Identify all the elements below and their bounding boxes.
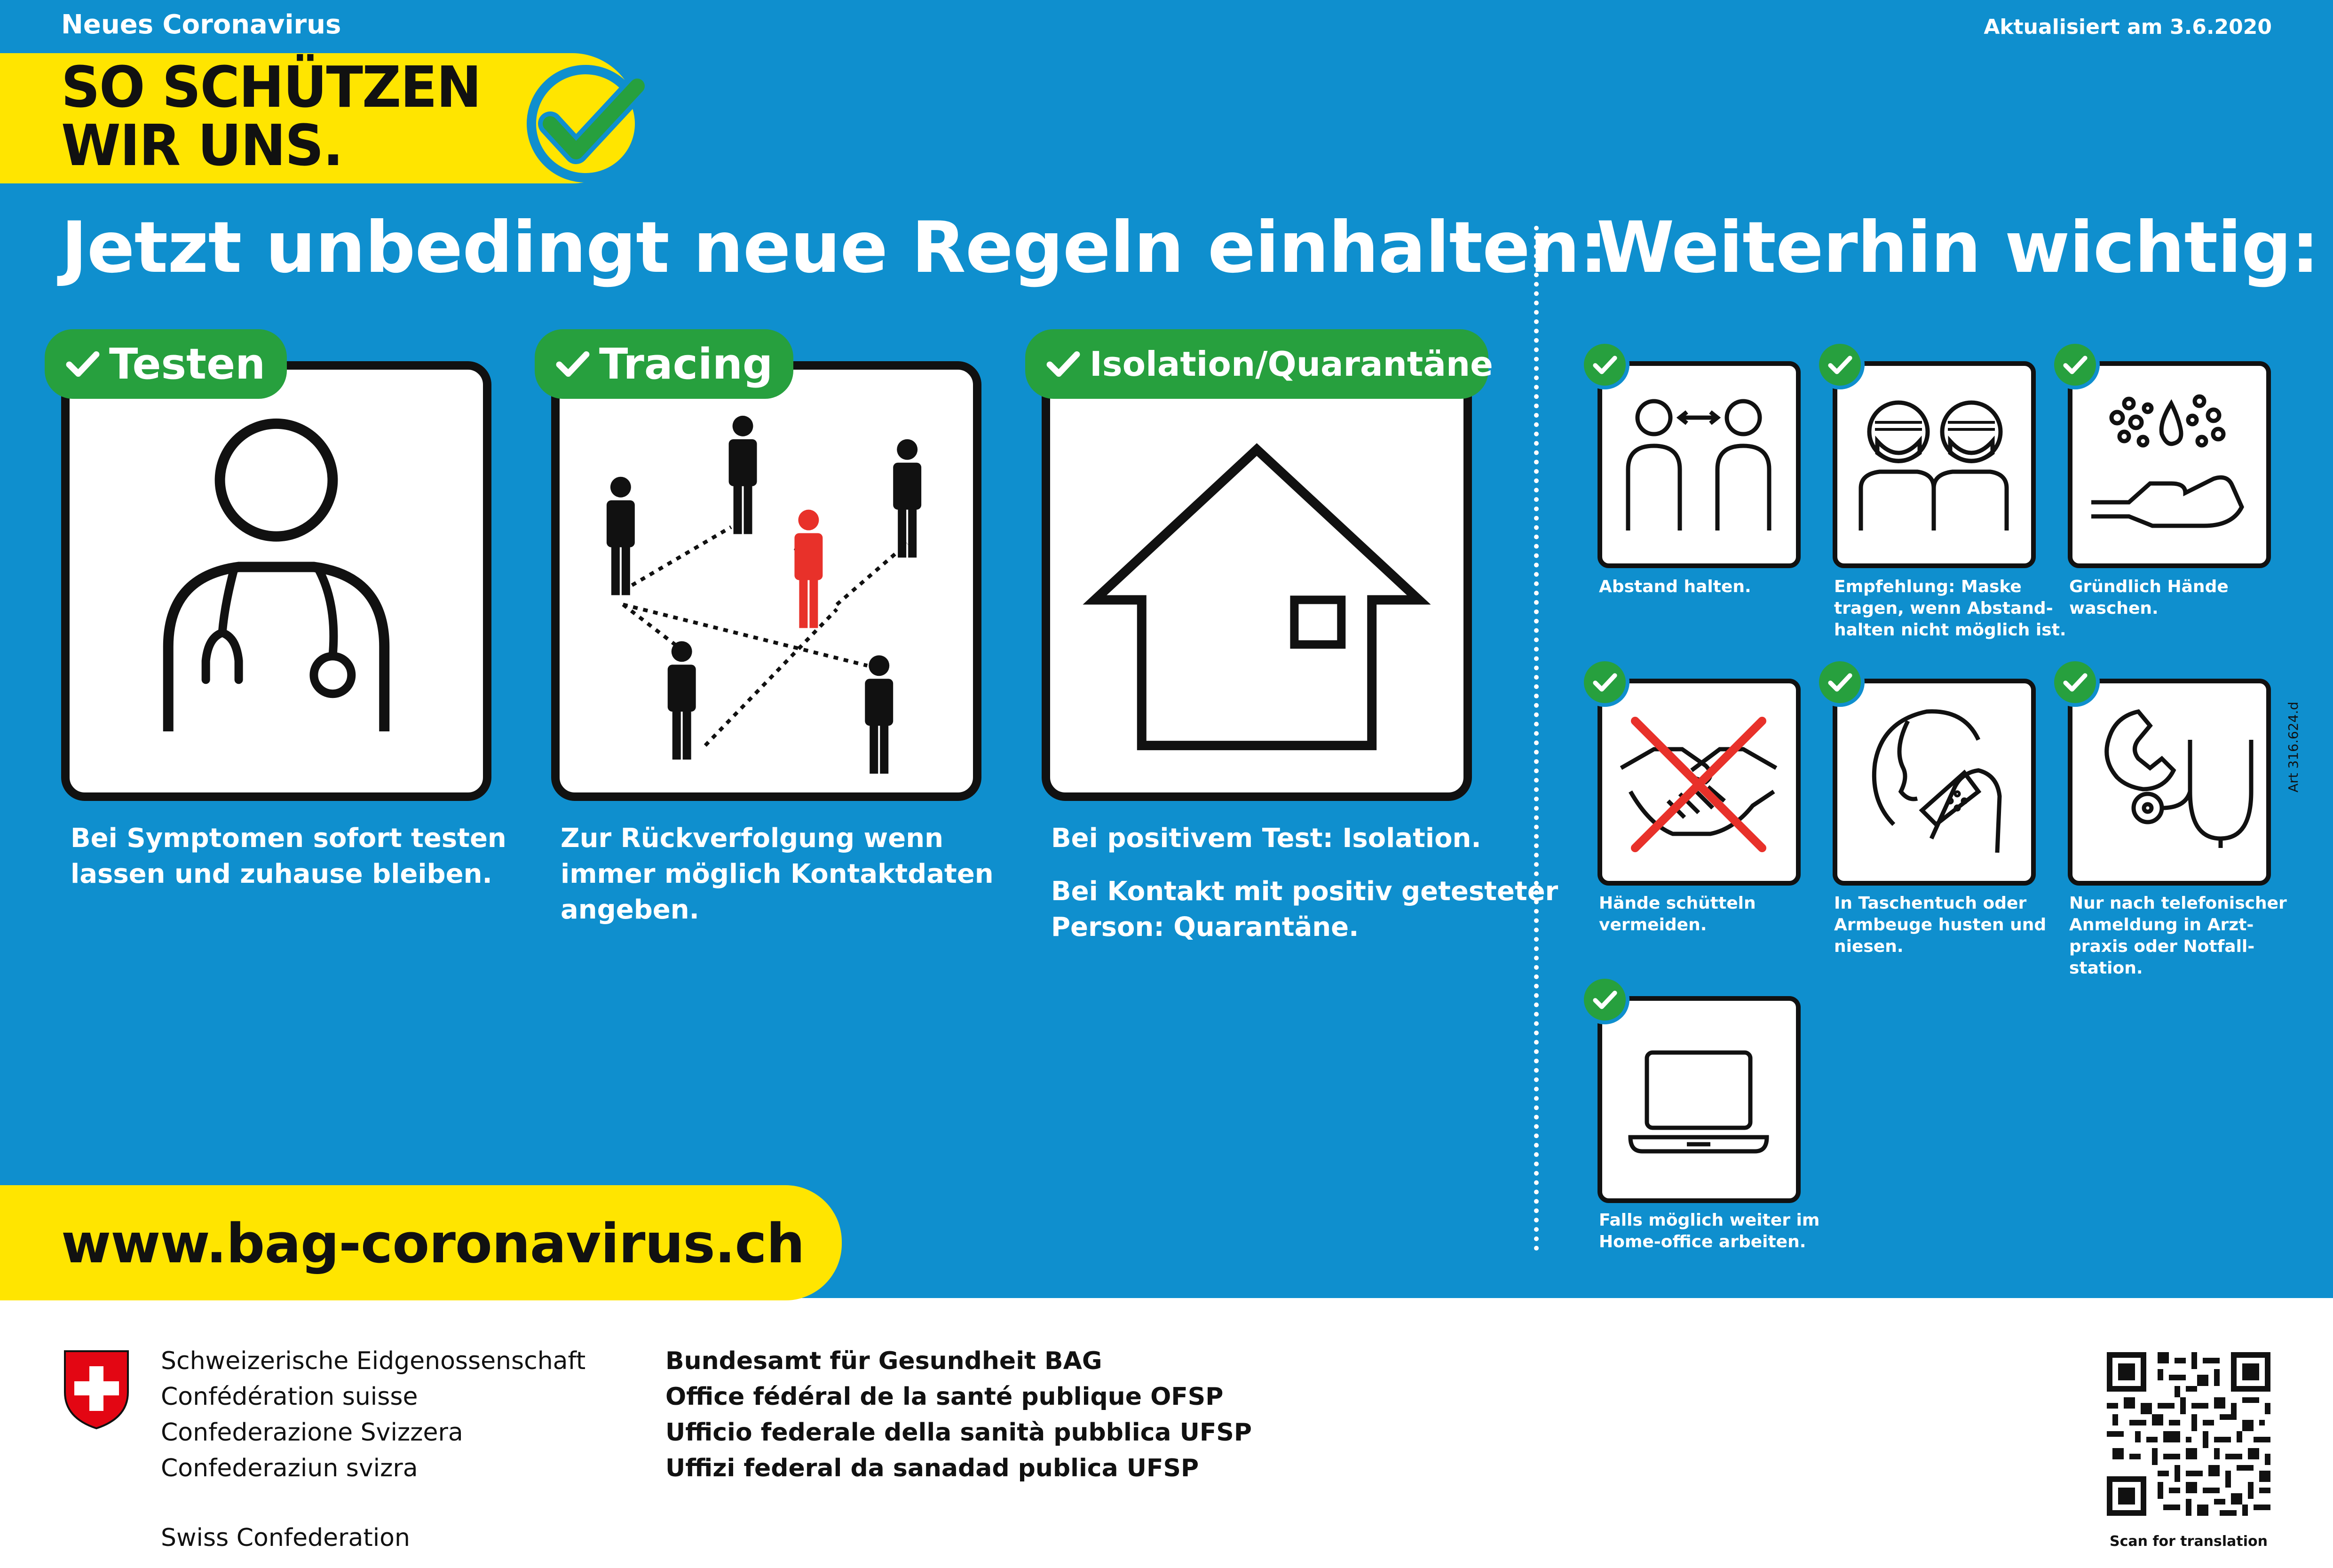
- homeoffice-card: [1598, 996, 1801, 1203]
- confederation-line: Confederazione Svizzera: [161, 1418, 463, 1447]
- caption-line: Zur Rückverfolgung wenn: [561, 823, 943, 854]
- check-icon: [1580, 340, 1629, 389]
- quarantine-caption: [1051, 874, 1558, 945]
- slogan: [61, 54, 481, 179]
- testen-label-text: Testen: [109, 339, 266, 389]
- doctor-stethoscope-icon: [70, 370, 483, 792]
- phone-stethoscope-icon: [2072, 683, 2266, 881]
- caption-line: Falls möglich weiter im: [1599, 1211, 1820, 1230]
- testen-caption: [71, 821, 506, 892]
- qr-code-icon[interactable]: [2107, 1352, 2270, 1516]
- homeoffice-caption: [1599, 1210, 1819, 1253]
- right-heading: Weiterhin wichtig:: [1597, 207, 2319, 289]
- phone-card: [2068, 679, 2271, 886]
- confederation-line: Confédération suisse: [161, 1383, 418, 1411]
- caption-line: praxis oder Notfall-: [2069, 937, 2255, 956]
- caption-line: angeben.: [561, 895, 699, 925]
- check-icon: [1046, 350, 1080, 378]
- check-icon: [1580, 657, 1629, 707]
- confederation-line: Schweizerische Eidgenossenschaft: [161, 1347, 586, 1375]
- swiss-coat-of-arms-icon: [61, 1347, 132, 1431]
- hand-washing-icon: [2072, 366, 2266, 563]
- caption-line: tragen, wenn Abstand-: [1834, 599, 2053, 618]
- check-icon: [556, 350, 590, 378]
- caption-line: Bei Kontakt mit positiv getesteter: [1051, 876, 1558, 907]
- swiss-confederation-label: Swiss Confederation: [161, 1524, 410, 1552]
- check-icon: [2050, 657, 2100, 707]
- house-icon: [1050, 370, 1463, 792]
- phone-caption: [2069, 893, 2287, 979]
- no-handshake-icon: [1602, 683, 1796, 881]
- handshake-card: [1598, 679, 1801, 886]
- article-number: Art 316.624.d: [2286, 701, 2301, 792]
- caption-line: Abstand halten.: [1599, 577, 1751, 596]
- left-heading: Jetzt unbedingt neue Regeln einhalten:: [61, 207, 1607, 289]
- section-divider: [1534, 226, 1539, 1251]
- caption-line: immer möglich Kontaktdaten: [561, 859, 994, 889]
- cough-into-elbow-icon: [1837, 683, 2031, 881]
- mask-card: [1833, 361, 2036, 568]
- distance-caption: [1599, 576, 1751, 598]
- confederation-line: Confederaziun svizra: [161, 1454, 418, 1482]
- wash-caption: [2069, 576, 2229, 619]
- qr-caption: Scan for translation: [2109, 1533, 2268, 1550]
- caption-line: Nur nach telefonischer: [2069, 894, 2287, 913]
- testen-label: [45, 329, 287, 399]
- office-line: Uffizi federal da sanadad publica UFSP: [665, 1454, 1199, 1482]
- slogan-check-icon: [524, 60, 649, 185]
- tracing-card: [551, 361, 981, 801]
- keep-distance-icon: [1602, 366, 1796, 563]
- isolation-label: [1025, 329, 1493, 399]
- tracing-label-text: Tracing: [599, 339, 773, 389]
- check-icon: [1580, 975, 1629, 1024]
- website-link[interactable]: www.bag-coronavirus.ch: [61, 1212, 805, 1275]
- confederation-names: [161, 1343, 585, 1486]
- mask-caption: [1834, 576, 2066, 641]
- laptop-icon: [1602, 1001, 1796, 1198]
- isolation-label-text: Isolation/Quarantäne: [1090, 344, 1493, 384]
- check-icon: [1815, 657, 1865, 707]
- cough-caption: [1834, 893, 2046, 958]
- caption-line: vermeiden.: [1599, 915, 1707, 934]
- caption-line: niesen.: [1834, 937, 1904, 956]
- tracing-label: [535, 329, 793, 399]
- topic-label: Neues Coronavirus: [61, 9, 341, 40]
- caption-line: lassen und zuhause bleiben.: [71, 859, 492, 889]
- handshake-caption: [1599, 893, 1756, 936]
- slogan-line-2: WIR UNS.: [61, 112, 343, 179]
- caption-line: Bei positivem Test: Isolation.: [1051, 823, 1481, 854]
- isolation-card: [1042, 361, 1472, 801]
- cough-card: [1833, 679, 2036, 886]
- check-icon: [66, 350, 100, 378]
- isolation-caption: [1051, 821, 1481, 856]
- caption-line: waschen.: [2069, 599, 2159, 618]
- contact-tracing-people-icon: [560, 370, 973, 792]
- office-line: Office fédéral de la santé publique OFSP: [665, 1383, 1224, 1411]
- caption-line: Person: Quarantäne.: [1051, 912, 1359, 942]
- slogan-line-1: SO SCHÜTZEN: [61, 54, 481, 121]
- caption-line: Bei Symptomen sofort testen: [71, 823, 506, 854]
- caption-line: Anmeldung in Arzt-: [2069, 915, 2254, 934]
- office-line: Bundesamt für Gesundheit BAG: [665, 1347, 1102, 1375]
- caption-line: Empfehlung: Maske: [1834, 577, 2022, 596]
- caption-line: Hände schütteln: [1599, 894, 1756, 913]
- office-line: Ufficio federale della sanità pubblica UFSP: [665, 1418, 1252, 1447]
- caption-line: In Taschentuch oder: [1834, 894, 2027, 913]
- updated-date: Aktualisiert am 3.6.2020: [1984, 15, 2272, 39]
- caption-line: station.: [2069, 958, 2143, 978]
- caption-line: Gründlich Hände: [2069, 577, 2229, 596]
- check-icon: [1815, 340, 1865, 389]
- wash-card: [2068, 361, 2271, 568]
- check-icon: [2050, 340, 2100, 389]
- face-mask-icon: [1837, 366, 2031, 563]
- caption-line: Home-office arbeiten.: [1599, 1232, 1806, 1251]
- distance-card: [1598, 361, 1801, 568]
- testen-card: [61, 361, 491, 801]
- caption-line: halten nicht möglich ist.: [1834, 620, 2066, 640]
- tracing-caption: [561, 821, 994, 928]
- office-names: [665, 1343, 1252, 1486]
- caption-line: Armbeuge husten und: [1834, 915, 2047, 934]
